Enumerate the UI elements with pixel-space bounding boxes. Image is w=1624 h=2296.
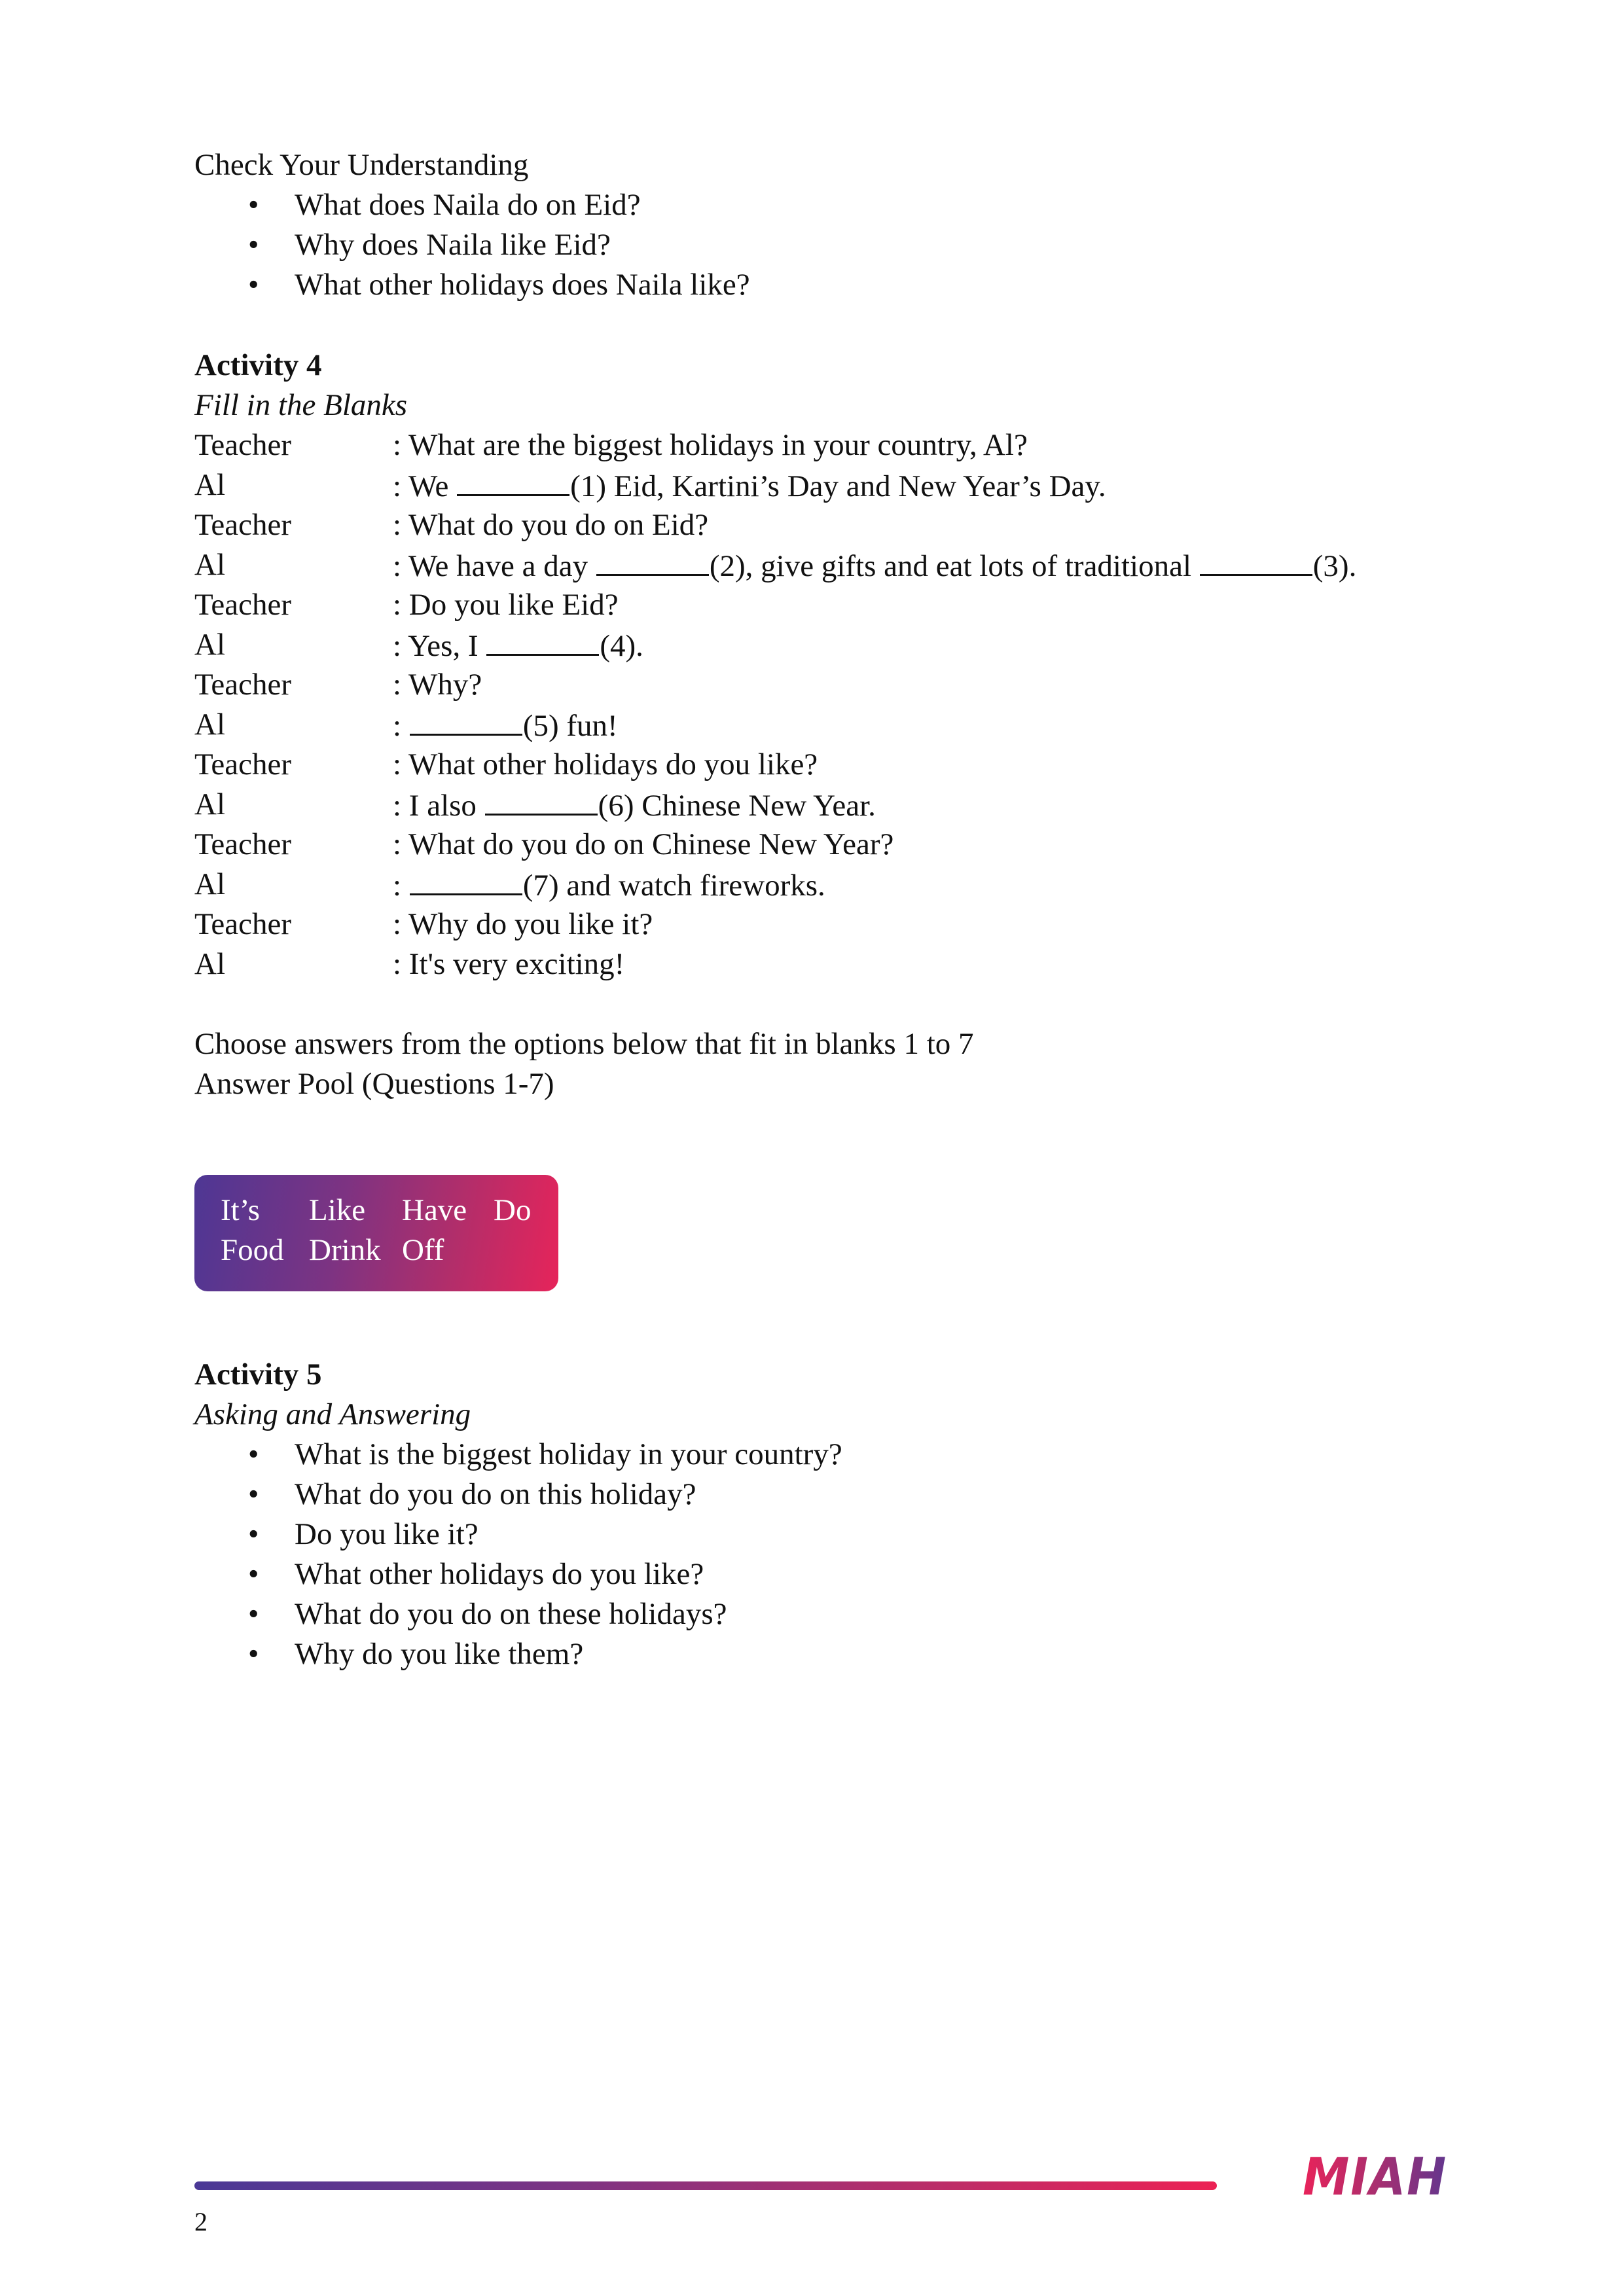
dialogue-line	[194, 705, 1438, 745]
speaker: Teacher	[194, 907, 292, 941]
answer-option: Off	[402, 1233, 444, 1267]
speaker: Al	[194, 947, 225, 981]
bullet-icon: •	[248, 1517, 259, 1551]
answer-option: Do	[494, 1193, 532, 1227]
utterance: : Yes, I (4).	[393, 625, 643, 666]
bullet-icon: •	[248, 1597, 259, 1631]
dialogue-line	[194, 545, 1438, 585]
activity-5-title: Activity 5	[194, 1357, 322, 1391]
speaker: Teacher	[194, 588, 292, 622]
utterance: : We (1) Eid, Kartini’s Day and New Year’s Day.	[393, 465, 1106, 507]
utterance: : I also (6) Chinese New Year.	[393, 785, 876, 826]
utterance: : We have a day (2), give gifts and eat lots of traditional (3).	[393, 545, 1356, 586]
blank-5	[410, 705, 522, 736]
dialogue-line	[194, 625, 1438, 665]
document-page: Check Your Understanding • What does Naila do on Eid? • Why does Naila like Eid? • What other holidays does Naila like? Activity 4 Fill in the Blanks Teacher : What are the biggest holidays in your country, Al? Al : We (1) Eid, Kartini’s Day and New Year’s Day. Teacher : What do you do on Eid? Al : We have a day (2), give gifts and eat lots of traditional (3). Teacher : Do you like Eid? Al : Yes, I (4). Teacher : Why? Al : (5) fun! Teacher : What other holidays do you like? Al : I also (6) Chinese New Year. Teacher : What do you do on Chinese New Year? Al : (7) and watch fireworks. Teacher : Why do you like it? Al : It's very exciting! Choose answers from the options below that fit in blanks 1 to 7 Answer Pool (Questions 1-7) It’s Like Have Do Food Drink Off Activity 5 Asking and Answering • What is the biggest holiday in your country? • What do you do on this holiday? • Do you like it? • What other holidays do you like? • What do you do on these holidays? • Why do you like them? 2 MIAH	[0, 0, 1624, 2296]
blank-6	[485, 785, 598, 816]
answer-option: Like	[309, 1193, 366, 1227]
speaker: Teacher	[194, 747, 292, 781]
dialogue-line	[194, 905, 1438, 944]
blank-4	[486, 625, 599, 656]
activity-4-title: Activity 4	[194, 348, 322, 382]
speaker: Al	[194, 628, 225, 662]
dialogue-line	[194, 785, 1438, 825]
utterance: : What other holidays do you like?	[393, 747, 818, 781]
answer-option: It’s	[221, 1193, 261, 1227]
speaker: Al	[194, 787, 225, 821]
speaker: Teacher	[194, 827, 292, 861]
blank-7	[410, 865, 522, 895]
utterance: : (5) fun!	[393, 705, 618, 746]
speaker: Al	[194, 468, 225, 502]
bullet-icon: •	[248, 228, 259, 262]
blank-1	[457, 465, 569, 496]
bullet-icon: •	[248, 1557, 259, 1591]
answer-pool-label: Answer Pool (Questions 1-7)	[194, 1067, 554, 1101]
dialogue-line	[194, 865, 1438, 905]
utterance: : What do you do on Eid?	[393, 508, 709, 542]
activity-5-subtitle: Asking and Answering	[194, 1397, 471, 1431]
blank-3	[1200, 545, 1312, 576]
bullet-icon: •	[248, 188, 259, 222]
utterance: : Why?	[393, 668, 482, 702]
check-understanding-heading: Check Your Understanding	[194, 148, 529, 182]
answer-option: Drink	[309, 1233, 381, 1267]
dialogue-line	[194, 585, 1438, 625]
dialogue-line	[194, 944, 1438, 984]
dialogue-line	[194, 745, 1438, 785]
speaker: Teacher	[194, 428, 292, 462]
bullet-icon: •	[248, 1477, 259, 1511]
dialogue-line	[194, 825, 1438, 865]
bullet-icon: •	[248, 268, 259, 302]
page-number: 2	[194, 2207, 208, 2236]
utterance: : (7) and watch fireworks.	[393, 865, 825, 906]
speaker: Al	[194, 548, 225, 582]
dialogue-line	[194, 505, 1438, 545]
answer-option: Have	[402, 1193, 467, 1227]
miah-logo: MIAH	[1303, 2148, 1448, 2207]
speaker: Al	[194, 867, 225, 901]
footer-divider	[194, 2181, 1217, 2190]
bullet-icon: •	[248, 1637, 259, 1671]
activity-4-subtitle: Fill in the Blanks	[194, 388, 408, 422]
blank-2	[596, 545, 709, 576]
utterance: : What do you do on Chinese New Year?	[393, 827, 894, 861]
utterance: : Why do you like it?	[393, 907, 653, 941]
instruction-text: Choose answers from the options below that fit in blanks 1 to 7	[194, 1027, 974, 1061]
answer-pool-box	[194, 1175, 558, 1291]
answer-option: Food	[221, 1233, 284, 1267]
dialogue-line	[194, 425, 1438, 465]
speaker: Teacher	[194, 508, 292, 542]
utterance: : Do you like Eid?	[393, 588, 619, 622]
utterance: : What are the biggest holidays in your country, Al?	[393, 428, 1028, 462]
dialogue-line	[194, 665, 1438, 705]
speaker: Al	[194, 708, 225, 742]
utterance: : It's very exciting!	[393, 947, 625, 981]
dialogue-line	[194, 465, 1438, 505]
bullet-icon: •	[248, 1437, 259, 1471]
speaker: Teacher	[194, 668, 292, 702]
